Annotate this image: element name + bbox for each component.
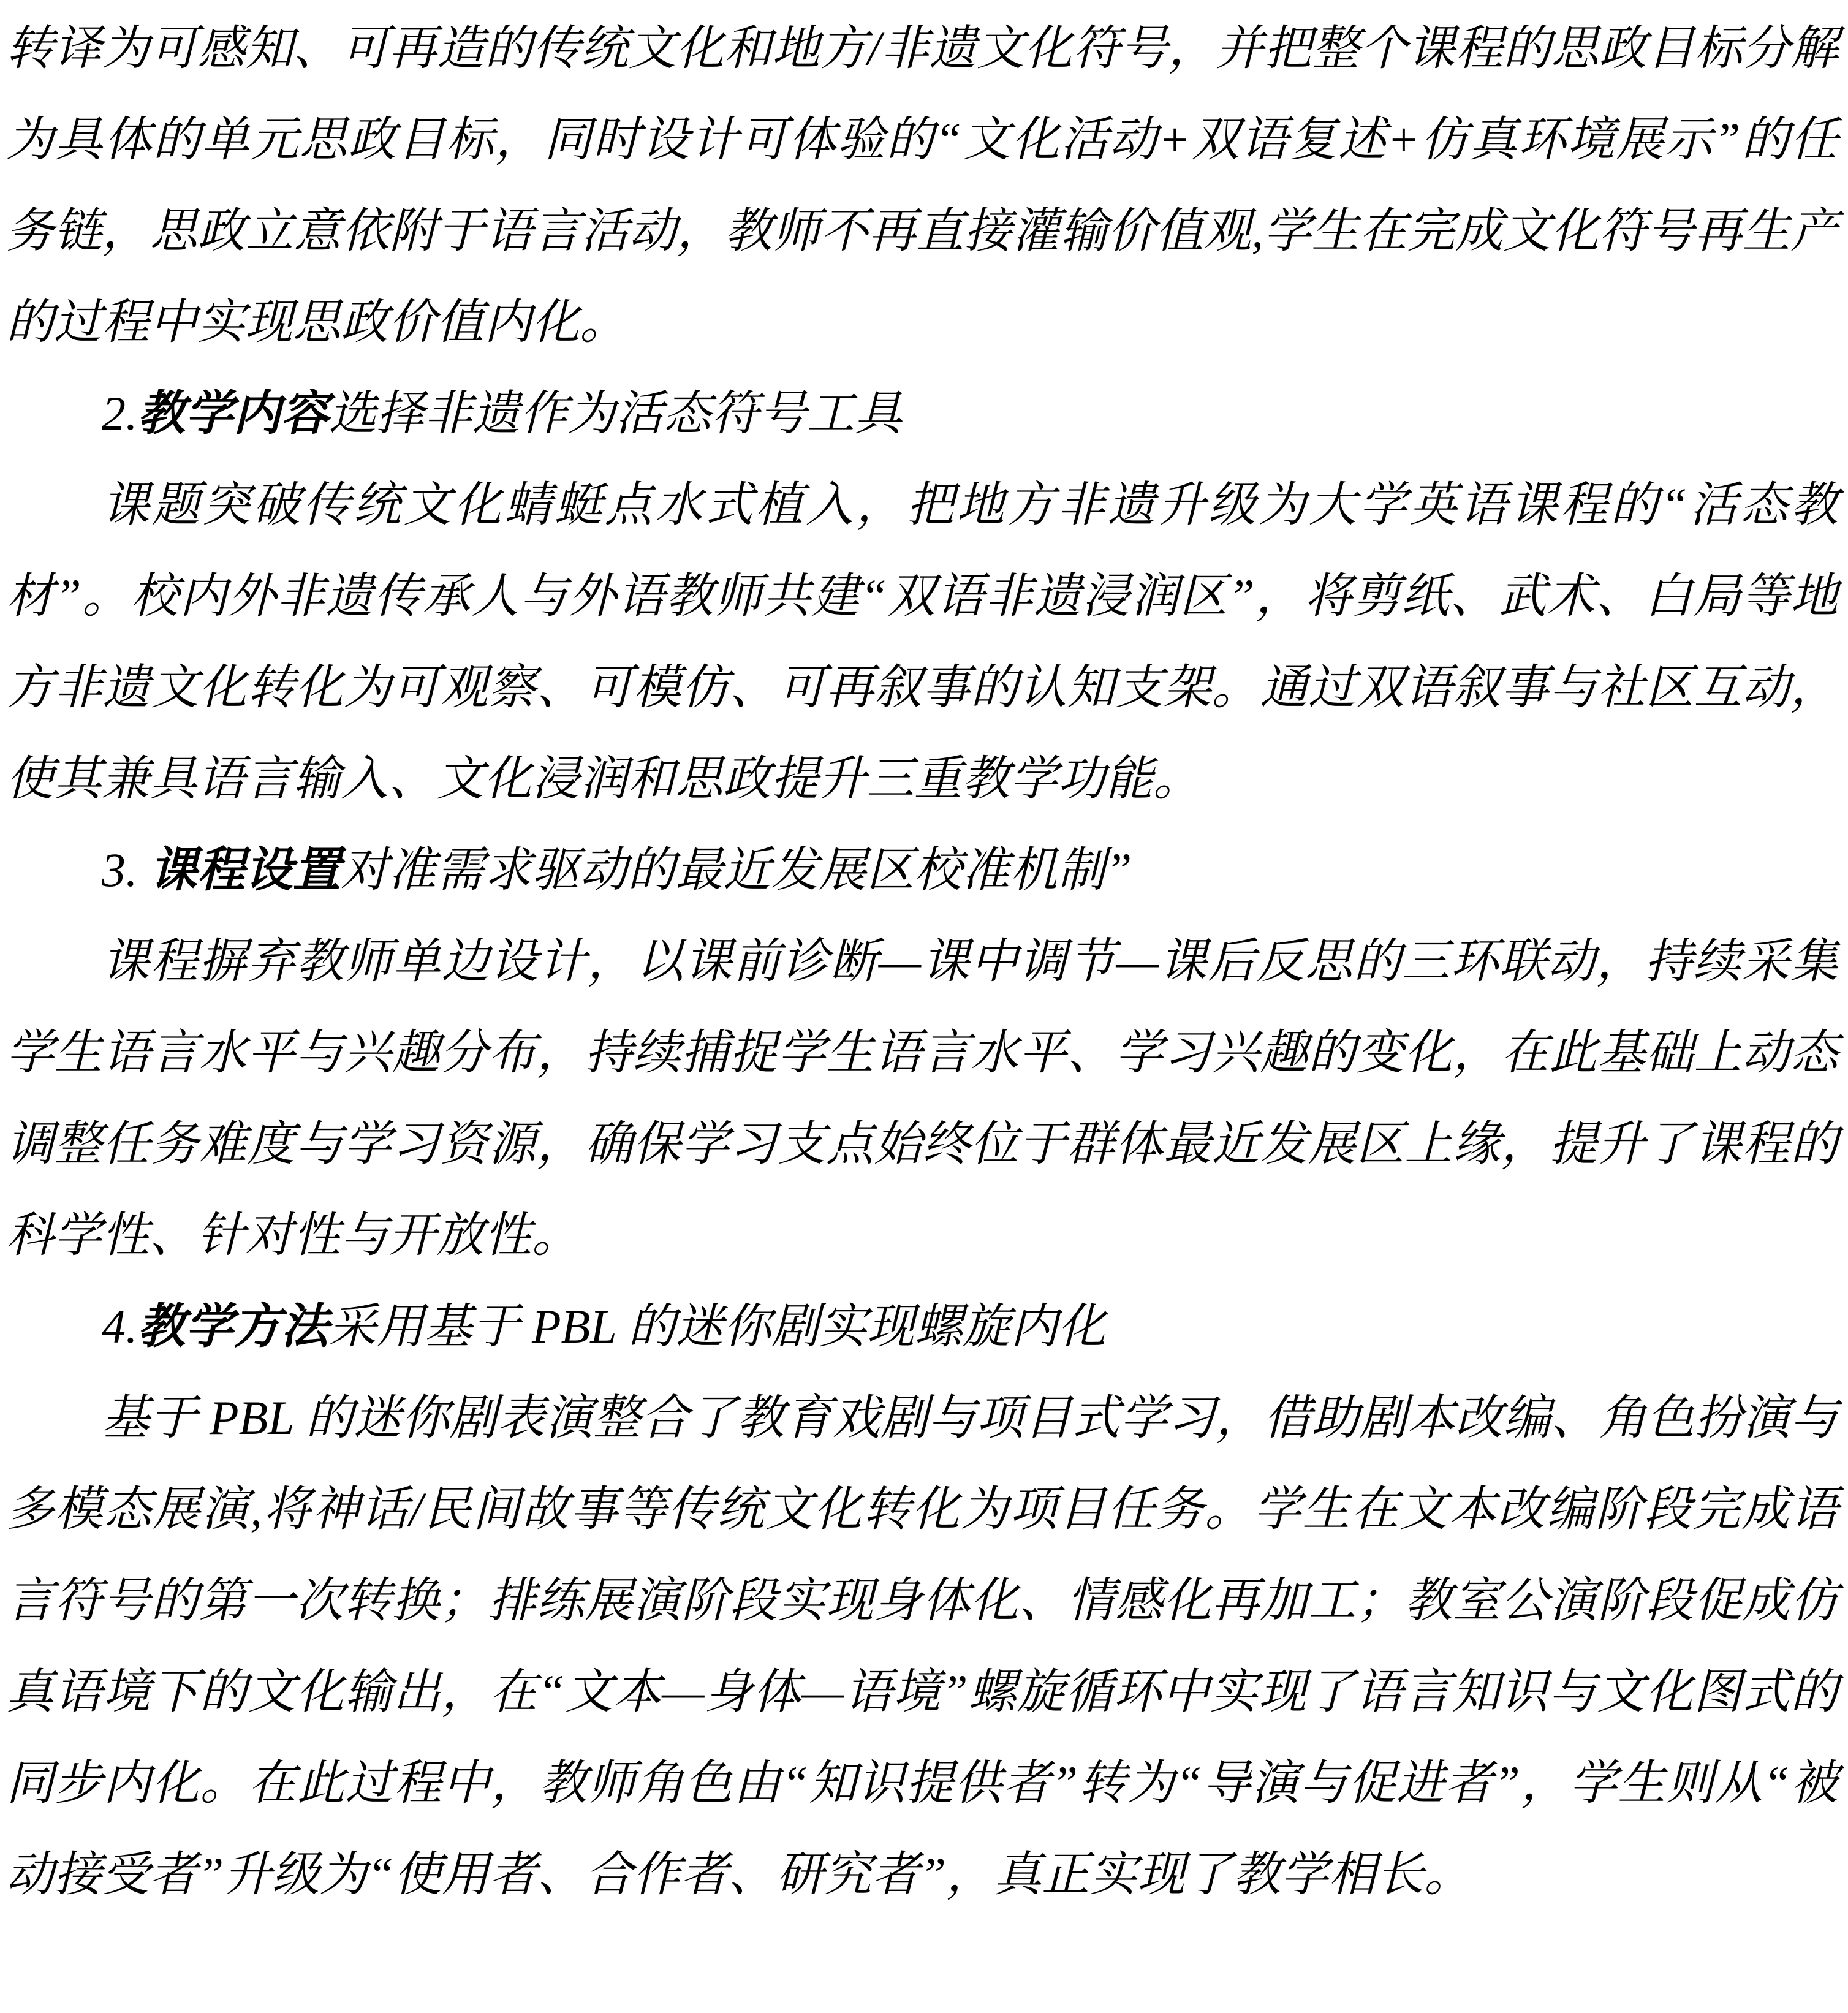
heading-teaching-method	[6, 1281, 1838, 1372]
bold-text-run: 教学方法	[137, 1300, 329, 1353]
heading-course-setup	[6, 824, 1838, 916]
bold-text-run: 课程设置	[150, 843, 341, 897]
text-run: 对准需求驱动的最近发展区校准机制”	[341, 843, 1132, 897]
text-run: 4.	[102, 1300, 138, 1353]
para-course-setup	[6, 916, 1838, 1281]
para-teaching-method	[6, 1372, 1838, 1920]
text-run: 课程摒弃教师单边设计，以课前诊断—课中调节—课后反思的三环联动，持续采集学生语言水平与兴趣分布，持续捕捉学生语言水平、学习兴趣的变化，在此基础上动态调整任务难度与学习资源，确保学习支点始终位于群体最近发展区上缘，提升了课程的科学性、针对性与开放性。	[6, 934, 1838, 1262]
text-run: 采用基于 PBL 的迷你剧实现螺旋内化	[328, 1300, 1106, 1353]
text-run: 基于 PBL 的迷你剧表演整合了教育戏剧与项目式学习，借助剧本改编、角色扮演与多模态展演,将神话/民间故事等传统文化转化为项目任务。学生在文本改编阶段完成语言符号的第一次转换；排练展演阶段实现身体化、情感化再加工；教室公演阶段促成仿真语境下的文化输出，在“文本—身体—语境”螺旋循环中实现了语言知识与文化图式的同步内化。在此过程中，教师角色由“知识提供者”转为“导演与促进者”，学生则从“被动接受者”升级为“使用者、合作者、研究者”，真正实现了教学相长。	[6, 1391, 1838, 1901]
heading-teaching-content	[6, 368, 1838, 459]
text-run: 课题突破传统文化蜻蜓点水式植入，把地方非遗升级为大学英语课程的“活态教材”。校内外非遗传承人与外语教师共建“双语非遗浸润区”，将剪纸、武术、白局等地方非遗文化转化为可观察、可模仿、可再叙事的认知支架。通过双语叙事与社区互动，使其兼具语言输入、文化浸润和思政提升三重教学功能。	[6, 478, 1838, 805]
para-teaching-content	[6, 459, 1838, 824]
para-ideology-goal-continuation	[6, 2, 1838, 368]
text-run: 选择非遗作为活态符号工具	[328, 387, 903, 440]
text-run: 2.	[102, 387, 138, 440]
text-run: 转译为可感知、可再造的传统文化和地方/非遗文化符号，并把整个课程的思政目标分解为具体的单元思政目标，同时设计可体验的“文化活动+双语复述+仿真环境展示”的任务链，思政立意依附于语言活动，教师不再直接灌输价值观,学生在完成文化符号再生产的过程中实现思政价值内化。	[6, 21, 1838, 349]
text-run: 3.	[102, 843, 150, 897]
bold-text-run: 教学内容	[137, 387, 329, 440]
